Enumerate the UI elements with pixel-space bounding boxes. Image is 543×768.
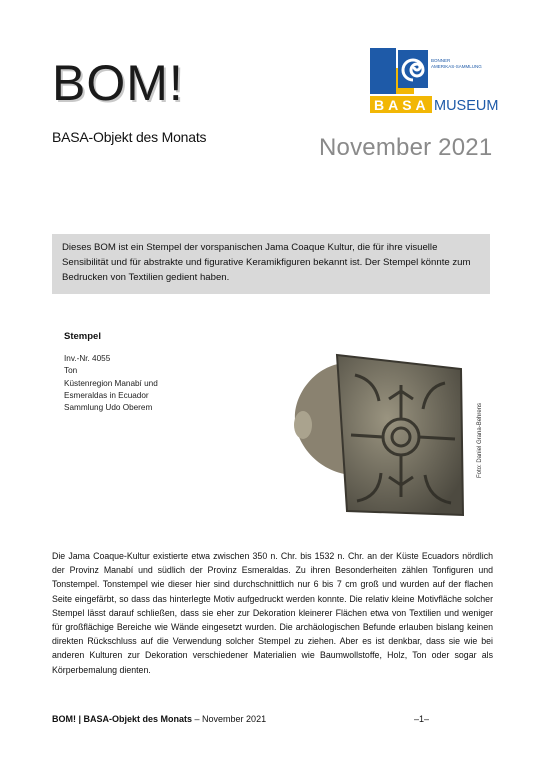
object-collection: Sammlung Udo Oberem <box>64 403 153 413</box>
stamp-photo <box>285 325 475 525</box>
page-title: BOM! <box>52 55 184 111</box>
page-subtitle: BASA-Objekt des Monats <box>52 129 207 145</box>
footer-title: BOM! | BASA-Objekt des Monats <box>52 714 193 724</box>
object-inventory-number: Inv.-Nr. 4055 <box>64 354 111 363</box>
logo-basa-text: BASA <box>374 97 430 113</box>
footer-text <box>52 714 266 724</box>
logo-museum-text: MUSEUM <box>434 98 499 114</box>
footer-date: – November 2021 <box>192 714 267 724</box>
object-material: Ton <box>64 366 78 376</box>
intro-text: Dieses BOM ist ein Stempel der vorspanischen Jama Coaque Kultur, die für ihre visuelle Sensibilität und für abstrakte und figurative Keramikfiguren bekannt ist. Der Stempel könnte zum Bedrucken von Textilien gedient haben. <box>62 242 471 283</box>
object-region: Küstenregion Manabí und <box>64 378 158 388</box>
page-number: –1– <box>414 714 430 724</box>
issue-month: November 2021 <box>319 134 493 161</box>
logo-small-line1: BONNER <box>431 58 451 63</box>
object-title: Stempel <box>64 331 101 342</box>
intro-box <box>52 234 490 294</box>
logo-small-line2: AMERIKAS-SAMMLUNG <box>431 64 482 69</box>
object-country: Esmeraldas in Ecuador <box>64 390 149 400</box>
basa-museum-logo <box>368 48 504 114</box>
photo-credit: Foto: Daniel Grana-Behrens <box>477 402 483 478</box>
body-text: Die Jama Coaque-Kultur existierte etwa zwischen 350 n. Chr. bis 1532 n. Chr. an der Küste Ecuadors nördlich der Provinz Manabí und südlich der Provinz Esmeraldas. Zu ihren Besonderheiten zählen Tonfiguren und Tonstempel. Tonstempel wie dieser hier sind durchschnittlich nur 6 bis 7 cm groß und wurden auf der flachen Seite eingefärbt, so dass das hinterlegte Motiv aufgedruckt werden konnte. Die relativ kleine Motivfläche solcher Stempel lässt darauf schließen, dass sie eher zur Dekoration kleinerer Flächen etwa von Textilien und weniger für großflächige Bereiche wie Wände eingesetzt wurden. Die archäologischen Befunde erlauben bislang keinen direkten Rückschluss auf die Verwendung solcher Stempel zu ziehen. Aber es ist denkbar, dass sie wie bei anderen Kulturen zur Dekoration verschiedener Materialien wie Baumwollstoffe, Holz, Ton oder sogar als Körperbemalung dienten. <box>52 551 493 675</box>
object-details <box>64 353 158 414</box>
